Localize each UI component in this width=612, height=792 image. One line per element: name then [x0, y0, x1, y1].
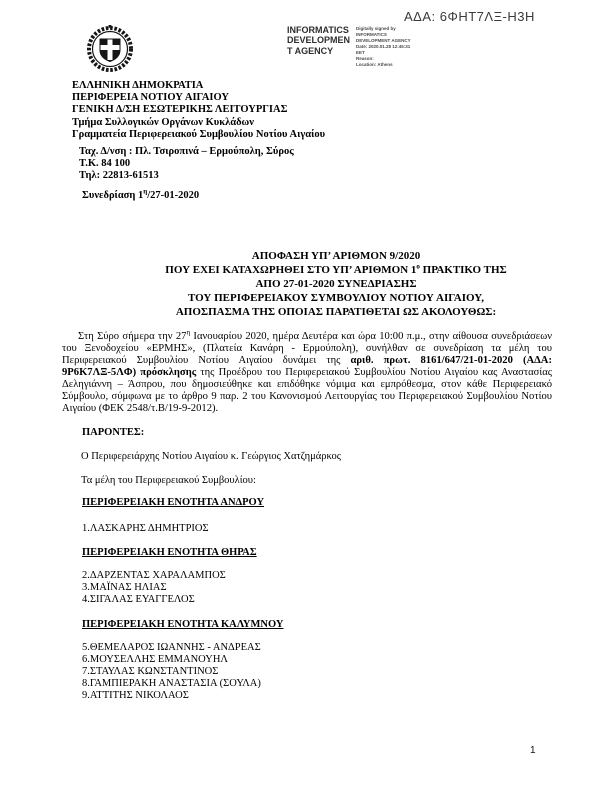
paragraph-superscript: η — [186, 328, 191, 337]
section-heading-andros: ΠΕΡΙΦΕΡΕΙΑΚΗ ΕΝΟΤΗΤΑ ΑΝΔΡΟΥ — [82, 497, 265, 508]
section-heading-kalymnos: ΠΕΡΙΦΕΡΕΙΑΚΗ ΕΝΟΤΗΤΑ ΚΑΛΥΜΝΟΥ — [82, 619, 284, 630]
letterhead-line: Τμήμα Συλλογικών Οργάνων Κυκλάδων — [72, 116, 254, 128]
member-row: 4.ΣΙΓΑΛΑΣ ΕΥΑΓΓΕΛΟΣ — [82, 594, 195, 605]
postal-code-line: Τ.Κ. 84 100 — [79, 158, 131, 169]
signature-detail-line: Location: Athens — [356, 62, 393, 68]
title-line-2-post: ΠΡΑΚΤΙΚΟ ΤΗΣ — [419, 264, 507, 276]
invitation-reference-bold: αριθ. πρωτ. 8161/647/21-01-2020 (ΑΔΑ: 9Ρ6Κ7ΛΞ-5ΛΦ) πρόσκλησης — [62, 355, 552, 378]
governor-line: Ο Περιφερειάρχης Νοτίου Αιγαίου κ. Γεώργιος Χατζημάρκος — [81, 451, 341, 462]
paragraph-text: Στη Σύρο σήμερα την 27 — [78, 331, 187, 342]
session-pre: Συνεδρίαση 1 — [82, 190, 144, 201]
signature-agency-line: DEVELOPMEN — [287, 35, 351, 46]
digital-signature-stamp — [287, 25, 426, 68]
paragraph-text: της Προέδρου του Περιφερειακού Συμβουλίου Νοτίου Αιγαίου κας Αναστασίας Δεληγιάννη – Άσπρου, που δημοσιεύθηκε και επιδόθηκε νόμιμα και εμπρόθεσμα, στον κάθε Περιφερειακό Σύμβουλο, σύμφωνα με το άρθρο 9 παρ. 2 του Κανονισμού Λειτουργίας του Περιφερειακού Συμβουλίου Νοτίου Αιγαίου (ΦΕΚ 2548/τ.Β/19-9-2012). — [62, 367, 552, 414]
member-row: 6.ΜΟΥΣΕΛΛΗΣ ΕΜΜΑΝΟΥΗΛ — [82, 654, 229, 665]
title-line-2 — [120, 263, 552, 277]
member-row: 2.ΔΑΡΖΕΝΤΑΣ ΧΑΡΑΛΑΜΠΟΣ — [82, 570, 226, 581]
greek-coat-of-arms-icon — [84, 24, 136, 74]
member-row: 8.ΓΑΜΠΙΕΡΑΚΗ ΑΝΑΣΤΑΣΙΑ (ΣΟΥΛΑ) — [82, 678, 261, 689]
session-line — [82, 187, 200, 201]
session-post: /27-01-2020 — [147, 190, 200, 201]
section-heading-thira: ΠΕΡΙΦΕΡΕΙΑΚΗ ΕΝΟΤΗΤΑ ΘΗΡΑΣ — [82, 547, 257, 558]
signature-details — [356, 25, 426, 68]
address-line: Ταχ. Δ/νση : Πλ. Τσιροπινά – Ερμούπολη, Σύρος — [79, 146, 294, 157]
title-line-2-superscript: ο — [416, 262, 420, 271]
title-line-5: ΑΠΟΣΠΑΣΜΑ ΤΗΣ ΟΠΟΙΑΣ ΠΑΡΑΤΙΘΕΤΑΙ ΩΣ ΑΚΟΛΟΥΘΩΣ: — [175, 306, 497, 318]
member-row: 7.ΣΤΑΥΛΑΣ ΚΩΝΣΤΑΝΤΙΝΟΣ — [82, 666, 219, 677]
contact-info — [79, 146, 294, 182]
letterhead-line: ΓΕΝΙΚΗ Δ/ΣΗ ΕΣΩΤΕΡΙΚΗΣ ΛΕΙΤΟΥΡΓΙΑΣ — [72, 104, 288, 116]
member-row: 1.ΛΑΣΚΑΡΗΣ ΔΗΜΗΤΡΙΟΣ — [82, 523, 209, 534]
members-roster — [82, 497, 283, 702]
signature-detail-line: INFORMATICS — [356, 32, 387, 38]
paragraph-text: Ιανουαρίου 2020, ημέρα Δευτέρα και ώρα 10:00 π.μ., στην αίθουσα συνεδριάσεων του Ξενοδοχείου «ΕΡΜΗΣ», (Πλατεία Κανάρη - Ερμούπολη), συνήλθαν σε συνεδρίαση τα μέλη του Περιφερειακού Συμβουλίου Νοτίου Αιγαίου δυνάμει της — [62, 331, 552, 366]
signature-agency-name — [287, 25, 351, 56]
session-superscript: η — [143, 187, 148, 196]
decision-title — [62, 249, 552, 319]
title-line-4: ΤΟΥ ΠΕΡΙΦΕΡΕΙΑΚΟΥ ΣΥΜΒΟΥΛΙΟΥ ΝΟΤΙΟΥ ΑΙΓΑΙΟΥ, — [188, 292, 484, 304]
letterhead-line: ΕΛΛΗΝΙΚΗ ΔΗΜΟΚΡΑΤΙΑ — [72, 80, 204, 91]
signature-detail-line: EET — [356, 50, 365, 56]
signature-detail-line: DEVELOPMENT AGENCY — [356, 38, 411, 44]
letterhead-line: Γραμματεία Περιφερειακού Συμβουλίου Νοτίου Αιγαίου — [72, 128, 326, 140]
signature-detail-line: Date: 2020.01.28 12:45:31 — [356, 44, 411, 50]
members-intro: Τα μέλη του Περιφερειακού Συμβουλίου: — [81, 475, 256, 486]
signature-agency-line: T AGENCY — [287, 45, 334, 56]
title-line-3: ΑΠΟ 27-01-2020 ΣΥΝΕΔΡΙΑΣΗΣ — [255, 278, 417, 290]
member-row: 9.ΑΤΤΙΤΗΣ ΝΙΚΟΛΑΟΣ — [82, 690, 189, 701]
present-heading: ΠΑΡΟΝΤΕΣ: — [82, 427, 145, 438]
title-line-1: ΑΠΟΦΑΣΗ ΥΠ’ ΑΡΙΘΜΟΝ 9/2020 — [251, 250, 421, 262]
signature-detail-line: Reason: — [356, 56, 374, 62]
signature-agency-line: INFORMATICS — [287, 25, 349, 35]
intro-paragraph — [62, 328, 552, 415]
letterhead — [72, 80, 325, 141]
page-number: 1 — [530, 745, 536, 756]
signature-detail-line: Digitally signed by — [356, 26, 396, 31]
letterhead-line: ΠΕΡΙΦΕΡΕΙΑ ΝΟΤΙΟΥ ΑΙΓΑΙΟΥ — [72, 92, 229, 104]
title-line-2-pre: ΠΟΥ ΕΧΕΙ ΚΑΤΑΧΩΡΗΘΕΙ ΣΤΟ ΥΠ’ ΑΡΙΘΜΟΝ 1 — [165, 264, 417, 276]
phone-line: Τηλ: 22813-61513 — [79, 170, 159, 181]
member-row: 3.ΜΑΪΝΑΣ ΗΛΙΑΣ — [82, 582, 167, 593]
member-row: 5.ΘΕΜΕΛΑΡΟΣ ΙΩΑΝΝΗΣ - ΑΝΔΡΕΑΣ — [82, 642, 261, 653]
ada-code: ΑΔΑ: 6ΦΗΤ7ΛΞ-Η3Η — [404, 9, 535, 24]
